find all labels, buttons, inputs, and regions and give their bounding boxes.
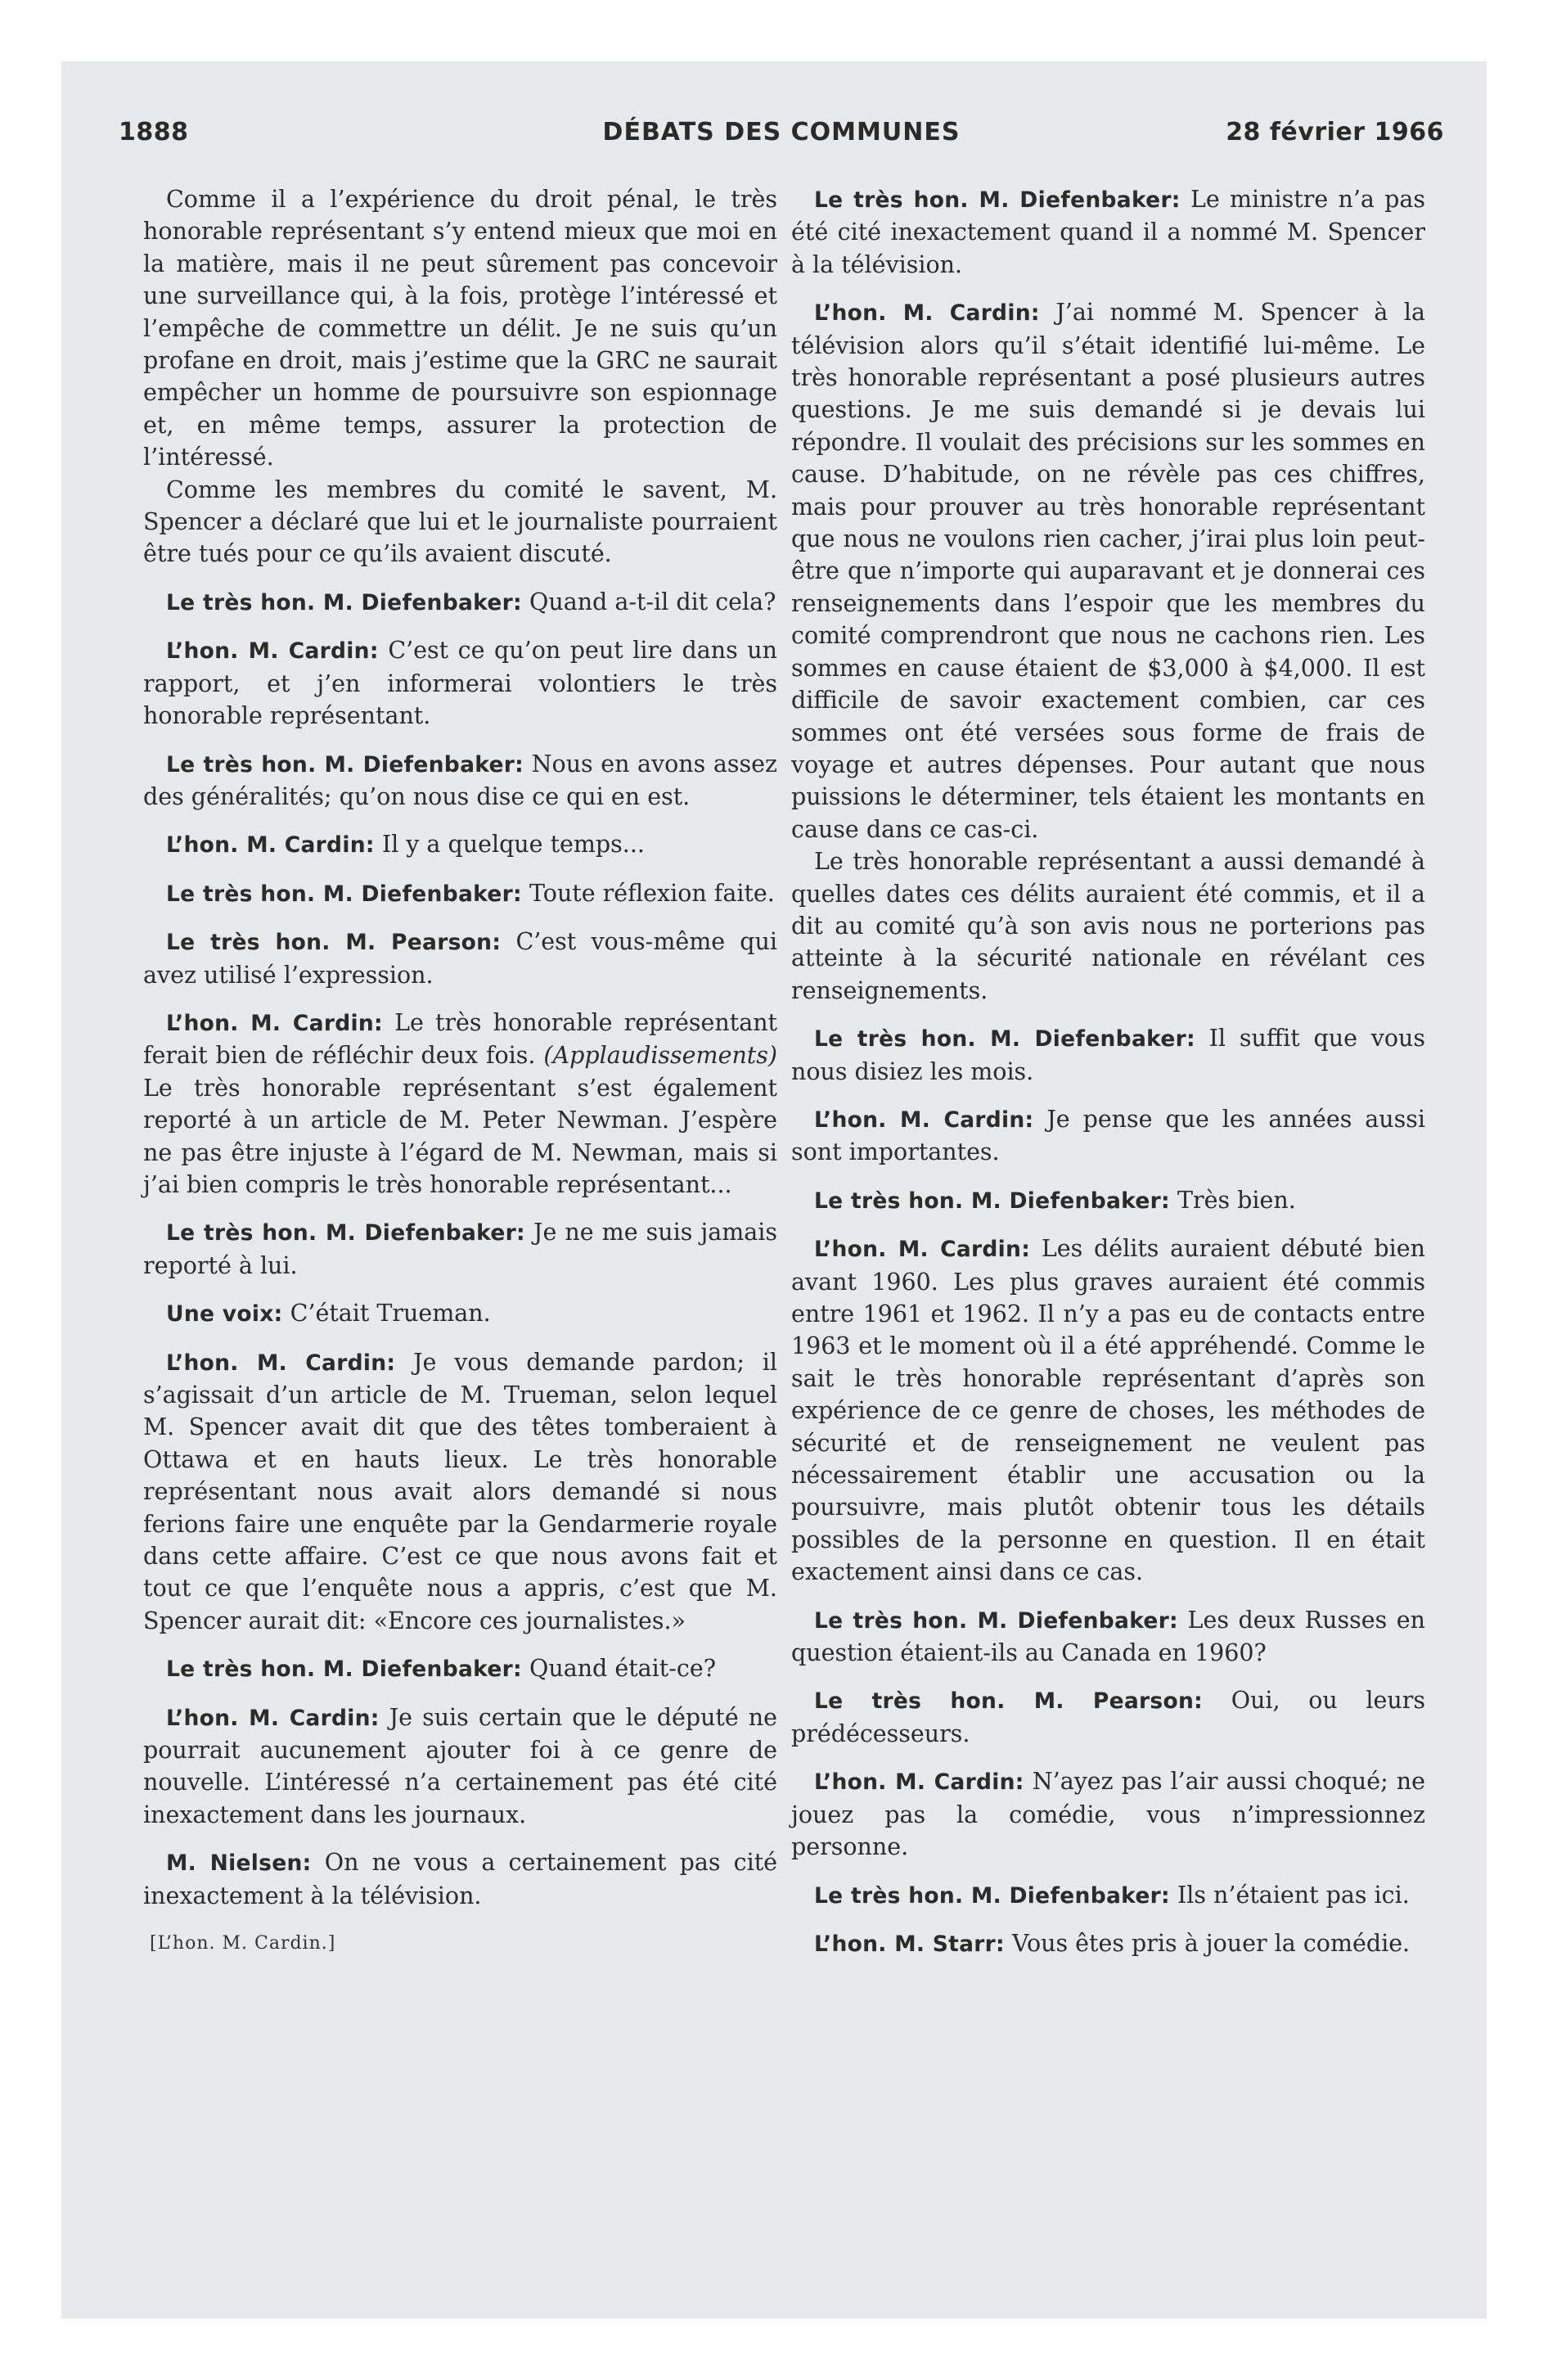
speech-turn	[791, 1927, 1425, 1960]
speech-text: Nous en avons assez des généralités; qu’on nous dise ce qui en est.	[143, 750, 777, 810]
speech-text: Ils n’étaient pas ici.	[1177, 1881, 1410, 1909]
speech-text: Le ministre n’a pas été cité inexactement quand il a nommé M. Spencer à la télévision.	[791, 186, 1425, 278]
speech-text: Il y a quelque temps...	[381, 831, 645, 859]
speech-turn	[791, 1184, 1425, 1217]
right-column	[791, 183, 1425, 1976]
speech-text: Quand était-ce?	[529, 1655, 716, 1683]
speech-text: Vous êtes pris à jouer la comédie.	[1012, 1929, 1411, 1957]
paragraph: Comme les membres du comité le savent, M. Spencer a déclaré que lui et le journaliste pourraient être tués pour ce qu’ils avaient discuté.	[143, 476, 777, 568]
speaker-name: Le très hon. M. Diefenbaker:	[814, 1026, 1195, 1053]
speech-text: Les délits auraient débuté bien avant 1960. Les plus graves auraient été commis entre 1961 et 1962. Il n’y a pas eu de contacts entre 1963 et le moment où il a été appréhendé. Comme le sait le très honorable représentant d’après son expérience de ce genre de choses, les méthodes de sécurité et de renseignement ne veulent pas nécessairement établir une accusation ou la poursuivre, mais plutôt obtenir tous les détails possibles de la personne en question. Il en était exactement ainsi dans ce cas.	[791, 1235, 1425, 1586]
footer-speaker-note: [L’hon. M. Cardin.]	[150, 1933, 336, 1954]
speaker-name: Le très hon. M. Diefenbaker:	[814, 1882, 1170, 1909]
speaker-name: Le très hon. M. Diefenbaker:	[166, 751, 524, 778]
speech-turn	[143, 828, 777, 861]
stage-direction: (Applaudissements)	[543, 1042, 777, 1070]
speech-text: On ne vous a certainement pas cité inexactement à la télévision.	[143, 1849, 778, 1909]
speaker-name: L’hon. M. Cardin:	[166, 1010, 383, 1036]
speaker-name: L’hon. M. Cardin:	[814, 1237, 1031, 1263]
speech-text: Oui, ou leurs prédécesseurs.	[791, 1687, 1425, 1747]
speech-text: Il suffit que vous nous disiez les mois.	[791, 1025, 1425, 1085]
speech-text: Très bien.	[1177, 1186, 1296, 1214]
speech-text: Je ne me suis jamais reporté à lui.	[143, 1219, 778, 1279]
speaker-name: L’hon. M. Cardin:	[166, 638, 379, 665]
left-column	[143, 183, 777, 1960]
speaker-name: L’hon. M. Cardin:	[166, 832, 375, 859]
speech-text: Les deux Russes en question étaient-ils au Canada en 1960?	[791, 1606, 1425, 1667]
speech-text: Quand a-t-il dit cela?	[529, 588, 776, 615]
speech-text: Je pense que les années aussi sont importantes.	[791, 1105, 1425, 1166]
speech-turn	[143, 748, 777, 814]
speech-text: J’ai nommé M. Spencer à la télévision alors qu’il s’était identifié lui-même. Le très honorable représentant a posé plusieurs autres questions. Je me suis demandé si je devais lui répondre. Il voulait des précisions sur les sommes en cause. D’habitude, on ne révèle pas ces chiffres, mais pour prouver au très honorable représentant que nous ne voulons rien cacher, j’irai plus loin peut-être que n’importe qui auparavant et je donnerai ces renseignements dans l’espoir que les membres du comité comprendront que nous ne cachons rien. Les sommes en cause étaient de $3,000 à $4,000. Il est difficile de savoir exactement combien, car ces sommes ont été versées sous forme de frais de voyage et autres dépenses. Pour autant que nous puissions le déterminer, tels étaient les montants en cause dans ce cas-ci.	[791, 299, 1425, 843]
speech-text: N’ayez pas l’air aussi choqué; ne jouez pas la comédie, vous n’impressionnez personne.	[791, 1768, 1425, 1861]
speaker-name: Le très hon. M. Diefenbaker:	[166, 1220, 525, 1246]
speech-turn	[143, 1216, 777, 1282]
speech-turn	[791, 1604, 1425, 1670]
speaker-name: Le très hon. M. Pearson:	[166, 930, 502, 956]
speech-turn	[791, 1103, 1425, 1169]
speech-text: C’était Trueman.	[290, 1300, 491, 1327]
speech-turn	[143, 634, 777, 732]
paragraph: Comme il a l’expérience du droit pénal, le très honorable représentant s’y entend mieux que moi en la matière, mais il ne peut sûrement pas concevoir une surveillance qui, à la fois, protège l’intéressé et l’empêche de commettre un délit. Je ne suis qu’un profane en droit, mais j’estime que la GRC ne saurait empêcher un homme de poursuivre son espionnage et, en même temps, assurer la protection de l’intéressé.	[143, 186, 777, 471]
page-title: DÉBATS DES COMMUNES	[602, 118, 961, 146]
speaker-name: L’hon. M. Cardin:	[814, 1769, 1024, 1796]
speaker-name: Le très hon. M. Diefenbaker:	[814, 187, 1181, 213]
speech-text: Je vous demande pardon; il s’agissait d’un article de M. Trueman, selon lequel M. Spencer avait dit que des têtes tomberaient à Ottawa et en hauts lieux. Le très honorable représentant nous avait alors demandé si nous ferions faire une enquête par la Gendarmerie royale dans cette affaire. C’est ce que nous avons fait et tout ce que l’enquête nous a appris, c’est que M. Spencer aurait dit: «Encore ces journalistes.»	[143, 1348, 777, 1634]
speaker-name: Le très hon. M. Pearson:	[814, 1688, 1204, 1715]
speech-turn	[791, 1022, 1425, 1088]
speaker-name: Le très hon. M. Diefenbaker:	[814, 1607, 1178, 1634]
speaker-name: Le très hon. M. Diefenbaker:	[166, 589, 522, 615]
speech-turn	[791, 1233, 1425, 1588]
speech-turn	[791, 183, 1425, 281]
page-date: 28 février 1966	[1226, 118, 1444, 146]
speaker-name: Le très hon. M. Diefenbaker:	[166, 881, 522, 907]
page-number: 1888	[119, 118, 189, 146]
speech-turn	[791, 1879, 1425, 1912]
speech-turn	[143, 1297, 777, 1330]
speech-text: Je suis certain que le député ne pourrait aucunement ajouter foi à ce genre de nouvelle. L’intéressé n’a certainement pas été cité inexactement dans les journaux.	[143, 1703, 777, 1828]
speaker-name: L’hon. M. Cardin:	[166, 1705, 380, 1731]
speech-turn	[143, 586, 777, 619]
speech-turn	[791, 1765, 1425, 1863]
speech-turn	[791, 296, 1425, 845]
speech-turn	[143, 1007, 777, 1201]
speaker-name: L’hon. M. Cardin:	[166, 1350, 396, 1376]
paragraph: Le très honorable représentant a aussi demandé à quelles dates ces délits auraient été commis, et il a dit au comité qu’à son avis nous ne porterions pas atteinte à la sécurité nationale en révélant ces renseignements.	[791, 848, 1425, 1004]
speaker-name: Le très hon. M. Diefenbaker:	[166, 1657, 522, 1683]
page-header	[119, 118, 1444, 154]
speech-turn	[143, 1346, 777, 1638]
speaker-name: L’hon. M. Starr:	[814, 1931, 1005, 1957]
speaker-name: Le très hon. M. Diefenbaker:	[814, 1188, 1170, 1214]
speech-text: C’est ce qu’on peut lire dans un rapport, et j’en informerai volontiers le très honorable représentant.	[143, 637, 777, 730]
speech-text: C’est vous-même qui avez utilisé l’expression.	[143, 928, 778, 989]
speech-turn	[143, 1652, 777, 1685]
speaker-name: L’hon. M. Cardin:	[814, 1107, 1034, 1133]
speaker-name: Une voix:	[166, 1301, 283, 1327]
speech-turn	[143, 1846, 777, 1912]
speaker-name: L’hon. M. Cardin:	[814, 300, 1040, 327]
speech-turn	[143, 1702, 777, 1832]
speech-turn	[143, 926, 777, 991]
speech-text: Le très honorable représentant ferait bien de réfléchir deux fois.	[143, 1008, 778, 1070]
speech-turn	[143, 877, 777, 910]
speech-text: Toute réflexion faite.	[529, 879, 775, 907]
speaker-name: M. Nielsen:	[166, 1850, 312, 1877]
speech-text: Le très honorable représentant s’est également reporté à un article de M. Peter Newman. J’espère ne pas être injuste à l’égard de M. Newman, mais si j’ai bien compris le très honorable représentant...	[143, 1074, 777, 1198]
speech-turn	[791, 1684, 1425, 1750]
